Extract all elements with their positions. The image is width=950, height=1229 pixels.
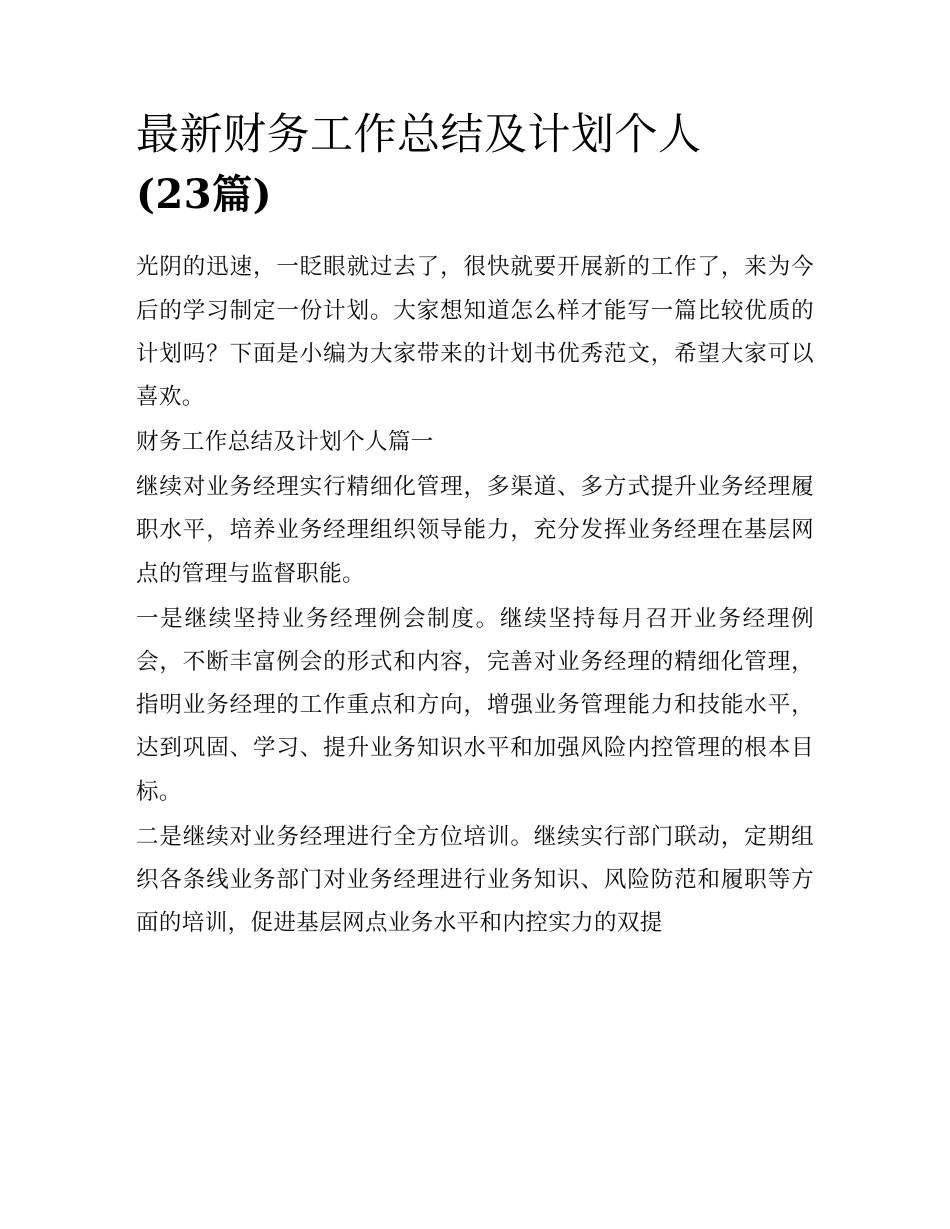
document-body xyxy=(136,246,814,945)
paragraph-body-3: 二是继续对业务经理进行全方位培训。继续实行部门联动，定期组织各条线业务部门对业务经理进行业务知识、风险防范和履职等方面的培训，促进基层网点业务水平和内控实力的双提 xyxy=(136,823,814,937)
paragraph-body-2: 一是继续坚持业务经理例会制度。继续坚持每月召开业务经理例会，不断丰富例会的形式和内容，完善对业务经理的精细化管理，指明业务经理的工作重点和方向，增强业务管理能力和技能水平，达到巩固、学习、提升业务知识水平和加强风险内控管理的根本目标。 xyxy=(136,605,814,805)
paragraph-intro: 光阴的迅速，一眨眼就过去了，很快就要开展新的工作了，来为今后的学习制定一份计划。大家想知道怎么样才能写一篇比较优质的计划吗？下面是小编为大家带来的计划书优秀范文，希望大家可以喜欢。 xyxy=(136,254,814,410)
page-title-line-2: (23篇) xyxy=(136,171,273,219)
paragraph-section-heading: 财务工作总结及计划个人篇一 xyxy=(136,429,434,456)
page-title xyxy=(136,104,814,224)
page-title-line-1: 最新财务工作总结及计划个人 xyxy=(136,110,702,160)
paragraph-body-1: 继续对业务经理实行精细化管理，多渠道、多方式提升业务经理履职水平，培养业务经理组织领导能力，充分发挥业务经理在基层网点的管理与监督职能。 xyxy=(136,474,814,587)
